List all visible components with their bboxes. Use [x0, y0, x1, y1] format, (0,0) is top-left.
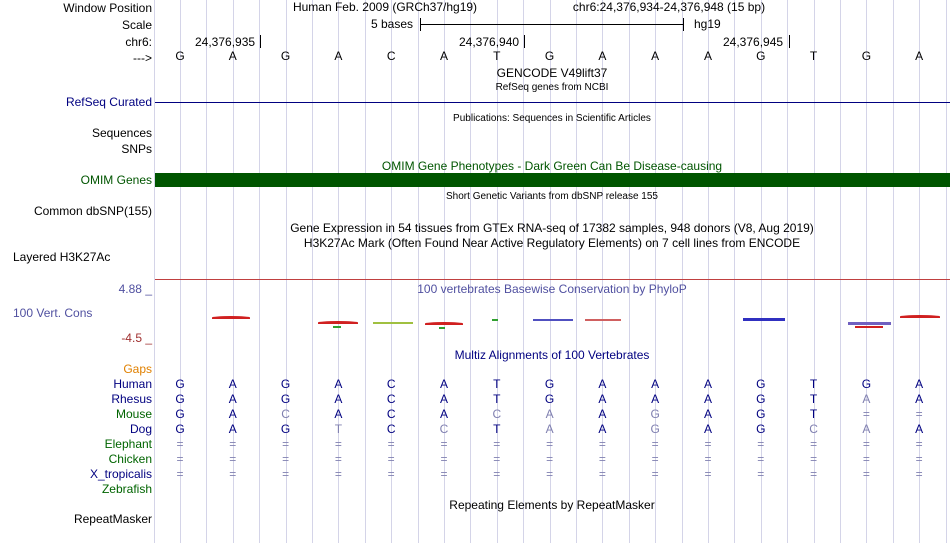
omim-track-label[interactable]: OMIM Genes — [80, 173, 152, 187]
grid-line — [734, 0, 735, 543]
multiz-track-title: Multiz Alignments of 100 Vertebrates — [454, 348, 650, 362]
reference-base: A — [228, 49, 237, 63]
alignment-base: = — [440, 467, 448, 481]
alignment-base: = — [334, 437, 342, 451]
reference-base: G — [756, 49, 766, 63]
alignment-base: A — [862, 392, 871, 406]
scale-bar — [420, 24, 683, 25]
alignment-base: G — [861, 377, 872, 391]
alignment-base: G — [544, 377, 555, 391]
alignment-base: G — [650, 422, 660, 436]
alignment-base: T — [334, 422, 343, 436]
alignment-base: G — [756, 407, 766, 421]
alignment-base: A — [545, 407, 554, 421]
alignment-base: = — [229, 452, 237, 466]
coord-tick-mark-3 — [789, 35, 790, 48]
alignment-base: C — [492, 407, 502, 421]
alignment-base: A — [334, 377, 343, 391]
reference-base: A — [915, 49, 924, 63]
grid-line — [312, 0, 313, 543]
alignment-base: G — [280, 422, 291, 436]
alignment-base: = — [387, 437, 395, 451]
alignment-base: = — [493, 452, 501, 466]
grid-line — [946, 0, 947, 543]
grid-line — [840, 0, 841, 543]
alignment-base: = — [862, 467, 870, 481]
reference-base: A — [598, 49, 607, 63]
alignment-base: C — [386, 422, 396, 436]
alignment-base: T — [809, 407, 818, 421]
cons-peak — [212, 316, 250, 319]
cons-max-label: 4.88 _ — [118, 282, 152, 296]
reference-base: A — [703, 49, 712, 63]
alignment-base: = — [704, 452, 712, 466]
scale-text: 5 bases — [371, 17, 414, 31]
dbsnp-track-title: Short Genetic Variants from dbSNP release 155 — [446, 191, 658, 202]
alignment-base: = — [282, 467, 290, 481]
cons-peak — [318, 321, 358, 324]
alignment-base: = — [546, 452, 554, 466]
alignment-base: = — [915, 407, 923, 421]
grid-line — [418, 0, 419, 543]
alignment-base: T — [493, 377, 501, 391]
reference-base: T — [809, 49, 818, 63]
repeatmasker-track-label[interactable]: RepeatMasker — [73, 512, 152, 526]
reference-base: A — [334, 49, 343, 63]
alignment-base: = — [862, 452, 870, 466]
alignment-base: A — [703, 407, 712, 421]
refseq-track-title: RefSeq genes from NCBI — [495, 82, 609, 93]
window-position-text: chr6:24,376,934-24,376,948 (15 bp) — [572, 0, 766, 14]
alignment-base: = — [387, 452, 395, 466]
alignment-base: A — [545, 422, 554, 436]
alignment-base: A — [228, 377, 237, 391]
cons-min-label: -4.5 _ — [121, 331, 152, 345]
alignment-base: = — [598, 467, 606, 481]
assembly-title: Human Feb. 2009 (GRCh37/hg19) — [292, 0, 478, 14]
refseq-track-label[interactable]: RefSeq Curated — [65, 95, 152, 109]
alignment-base: A — [598, 377, 607, 391]
scale-label: Scale — [121, 18, 152, 32]
alignment-base: A — [651, 392, 660, 406]
alignment-base: = — [704, 467, 712, 481]
species-label-zebrafish: Zebrafish — [101, 482, 152, 496]
alignment-base: A — [598, 422, 607, 436]
alignment-base: = — [810, 437, 818, 451]
omim-track-title: OMIM Gene Phenotypes - Dark Green Can Be Disease-causing — [381, 159, 723, 173]
cons-blip — [585, 319, 621, 321]
alignment-base: = — [282, 452, 290, 466]
omim-gene-bar[interactable] — [155, 173, 950, 187]
reference-base: A — [651, 49, 660, 63]
alignment-base: = — [810, 467, 818, 481]
alignment-base: G — [280, 377, 291, 391]
track-label-column — [0, 0, 154, 543]
reference-base: G — [280, 49, 291, 63]
alignment-base: = — [176, 437, 184, 451]
alignment-base: = — [229, 467, 237, 481]
alignment-base: = — [493, 437, 501, 451]
reference-base: C — [386, 49, 396, 63]
alignment-base: = — [862, 407, 870, 421]
alignment-base: G — [175, 422, 185, 436]
alignment-base: C — [386, 377, 396, 391]
reference-base: G — [175, 49, 185, 63]
alignment-base: = — [915, 467, 923, 481]
cons-blip — [533, 319, 573, 321]
conservation-track-title: 100 vertebrates Basewise Conservation by PhyloP — [417, 282, 687, 296]
alignment-base: = — [440, 437, 448, 451]
cons-peak — [425, 322, 463, 325]
gencode-track-title[interactable]: GENCODE V49lift37 — [496, 66, 608, 80]
grid-line — [787, 0, 788, 543]
scale-bar-left-tick — [420, 18, 421, 31]
grid-line — [206, 0, 207, 543]
alignment-base: G — [175, 377, 185, 391]
alignment-base: G — [544, 392, 555, 406]
alignment-base: G — [650, 407, 660, 421]
species-label-chicken: Chicken — [108, 452, 152, 466]
alignment-base: = — [546, 437, 554, 451]
species-label-mouse: Mouse — [115, 407, 152, 421]
grid-line — [154, 0, 155, 543]
cons-blip — [855, 326, 883, 328]
alignment-base: A — [439, 407, 448, 421]
reference-base: G — [861, 49, 872, 63]
alignment-base: C — [439, 422, 449, 436]
alignment-base: = — [810, 452, 818, 466]
repeatmasker-track-title: Repeating Elements by RepeatMasker — [449, 498, 655, 512]
alignment-base: = — [334, 452, 342, 466]
alignment-base: A — [915, 392, 924, 406]
alignment-base: = — [915, 452, 923, 466]
alignment-base: = — [598, 452, 606, 466]
species-label-x_tropicalis: X_tropicalis — [89, 467, 152, 481]
alignment-base: A — [598, 392, 607, 406]
gaps-label: Gaps — [123, 362, 152, 376]
species-label-dog: Dog — [129, 422, 152, 436]
alignment-base: = — [862, 437, 870, 451]
alignment-base: G — [280, 392, 291, 406]
alignment-base: = — [176, 467, 184, 481]
reference-base: A — [439, 49, 448, 63]
alignment-base: A — [915, 422, 924, 436]
cons-blip — [848, 322, 891, 325]
alignment-base: = — [704, 437, 712, 451]
alignment-base: A — [703, 422, 712, 436]
alignment-base: = — [546, 467, 554, 481]
alignment-base: A — [703, 392, 712, 406]
alignment-base: G — [756, 392, 766, 406]
alignment-base: T — [809, 377, 818, 391]
alignment-base: = — [229, 437, 237, 451]
sequences-track-label[interactable]: Sequences — [91, 126, 152, 140]
cons-blip — [439, 327, 445, 329]
reference-base: G — [544, 49, 555, 63]
cons-blip — [492, 319, 498, 321]
species-label-elephant: Elephant — [104, 437, 152, 451]
refseq-gene-line[interactable] — [155, 102, 950, 103]
coord-tick-3: 24,376,945 — [723, 35, 784, 49]
coord-tick-1: 24,376,935 — [195, 35, 256, 49]
alignment-base: = — [282, 437, 290, 451]
alignment-base: = — [598, 437, 606, 451]
cons-blip — [333, 326, 341, 328]
alignment-base: A — [703, 377, 712, 391]
alignment-base: A — [862, 422, 871, 436]
alignment-base: = — [651, 452, 659, 466]
alignment-base: A — [334, 407, 343, 421]
reference-base: T — [493, 49, 501, 63]
window-position-label: Window Position — [63, 1, 152, 15]
alignment-base: = — [757, 467, 765, 481]
alignment-base: T — [493, 392, 501, 406]
alignment-base: A — [439, 392, 448, 406]
alignment-base: = — [440, 452, 448, 466]
alignment-base: C — [281, 407, 290, 421]
coord-tick-mark-2 — [524, 35, 525, 48]
alignment-base: G — [175, 392, 185, 406]
alignment-base: = — [651, 437, 659, 451]
alignment-base: = — [387, 467, 395, 481]
alignment-base: A — [228, 407, 237, 421]
alignment-base: = — [757, 437, 765, 451]
grid-line — [259, 0, 260, 543]
alignment-base: = — [651, 467, 659, 481]
h3k27ac-track-label[interactable]: Layered H3K27Ac — [13, 250, 111, 264]
conservation-separator — [155, 279, 950, 280]
alignment-base: A — [228, 422, 237, 436]
alignment-base: = — [493, 467, 501, 481]
snps-track-label[interactable]: SNPs — [121, 142, 152, 156]
alignment-base: G — [756, 422, 766, 436]
h3k27ac-track-title: H3K27Ac Mark (Often Found Near Active Regulatory Elements) on 7 cell lines from ENCODE — [303, 236, 801, 250]
scale-bar-right-tick — [683, 18, 684, 31]
alignment-base: C — [809, 422, 818, 436]
strand-label: ---> — [133, 51, 152, 65]
alignment-base: = — [915, 437, 923, 451]
grid-line — [682, 0, 683, 543]
species-label-rhesus: Rhesus — [111, 392, 152, 406]
species-label-human: Human — [113, 377, 152, 391]
alignment-base: A — [915, 377, 924, 391]
publications-track-title[interactable]: Publications: Sequences in Scientific Articles — [453, 113, 651, 124]
alignment-base: = — [176, 452, 184, 466]
grid-line — [470, 0, 471, 543]
track-data-column[interactable] — [155, 0, 950, 543]
chrom-label: chr6: — [125, 35, 152, 49]
alignment-base: A — [334, 392, 343, 406]
alignment-base: C — [386, 407, 396, 421]
scale-db: hg19 — [694, 17, 721, 31]
alignment-base: A — [651, 377, 660, 391]
alignment-base: A — [598, 407, 607, 421]
alignment-base: A — [228, 392, 237, 406]
grid-line — [365, 0, 366, 543]
grid-line — [629, 0, 630, 543]
alignment-base: = — [757, 452, 765, 466]
cons-peak — [900, 315, 940, 318]
alignment-base: = — [334, 467, 342, 481]
coord-tick-2: 24,376,940 — [459, 35, 520, 49]
gtex-track-title[interactable]: Gene Expression in 54 tissues from GTEx RNA-seq of 17382 samples, 948 donors (V8, Aug 2019) — [290, 221, 814, 235]
coord-tick-mark-1 — [260, 35, 261, 48]
grid-line — [893, 0, 894, 543]
cons-track-label[interactable]: 100 Vert. Cons — [13, 306, 93, 320]
alignment-base: C — [386, 392, 396, 406]
alignment-base: G — [175, 407, 185, 421]
cons-blip — [373, 322, 413, 324]
alignment-base: G — [756, 377, 766, 391]
alignment-base: T — [493, 422, 501, 436]
dbsnp-track-label[interactable]: Common dbSNP(155) — [33, 204, 152, 218]
alignment-base: A — [439, 377, 448, 391]
cons-blip — [743, 318, 785, 321]
alignment-base: T — [809, 392, 818, 406]
